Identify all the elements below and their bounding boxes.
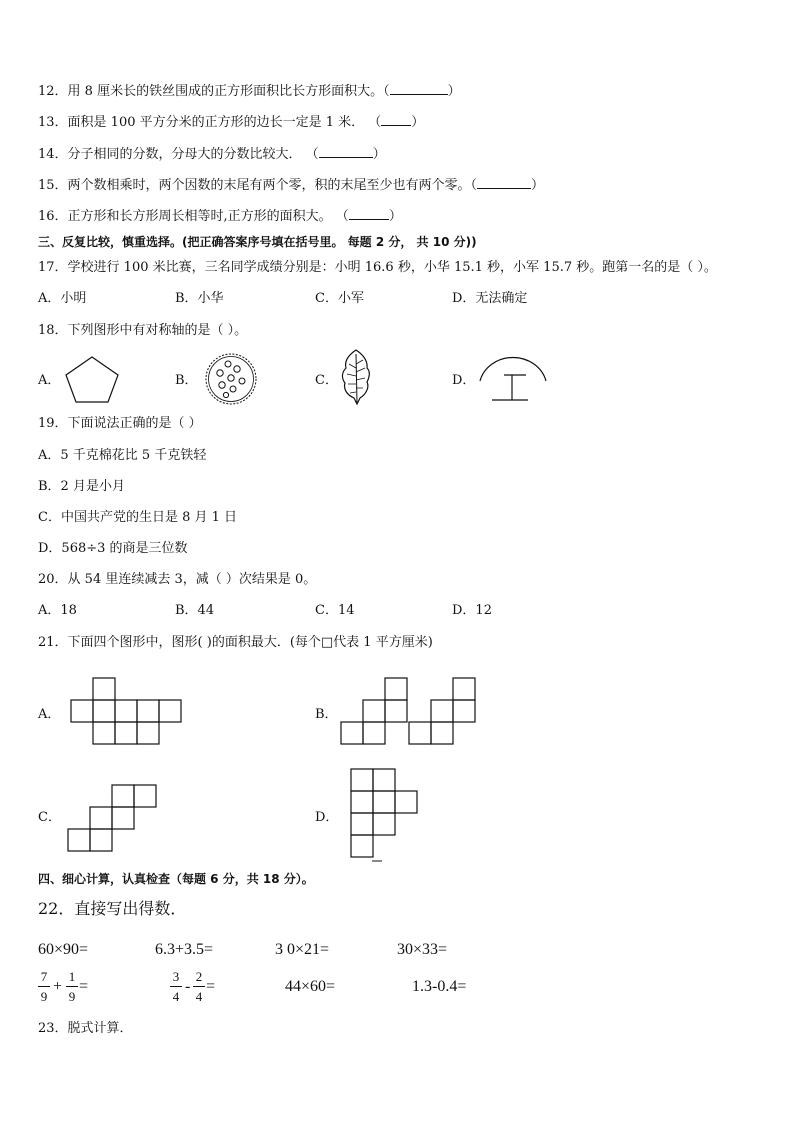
q21-label-d[interactable]: D． bbox=[315, 810, 339, 825]
question-text: 12．用 8 厘米长的铁丝围成的正方形面积比长方形面积大。（ bbox=[38, 84, 390, 99]
q19-option-a[interactable]: A．5 千克棉花比 5 千克铁轻 bbox=[38, 448, 207, 463]
q17-option-b[interactable]: B．小华 bbox=[175, 291, 224, 306]
grid-figure-a bbox=[70, 677, 186, 747]
equals: = bbox=[206, 978, 216, 995]
calc-item: 3 0×21= bbox=[275, 941, 330, 958]
answer-blank[interactable] bbox=[319, 145, 373, 158]
leaf-figure bbox=[338, 348, 374, 406]
q17-option-a[interactable]: A．小明 bbox=[38, 291, 87, 306]
question-text: 13．面积是 100 平方分米的正方形的边长一定是 1 米． （ bbox=[38, 115, 382, 130]
scalloped-circle-figure bbox=[202, 351, 260, 407]
section-4-title: 四、细心计算，认真检查（每题 6 分，共 18 分）。 bbox=[38, 872, 314, 886]
question-text: 15．两个数相乘时，两个因数的末尾有两个零，积的末尾至少也有两个零。（ bbox=[38, 178, 478, 193]
q21-label-b[interactable]: B． bbox=[315, 707, 338, 722]
question-22-stem: 22．直接写出得数． bbox=[38, 899, 187, 918]
question-19-stem: 19．下面说法正确的是（ ） bbox=[38, 416, 202, 431]
grid-figure-b bbox=[340, 677, 480, 747]
denominator: 4 bbox=[172, 989, 180, 1004]
question-20-stem: 20．从 54 里连续减去 3，减（ ）次结果是 0。 bbox=[38, 572, 317, 587]
paren-close: ） bbox=[447, 84, 461, 99]
calc-item: 44×60= bbox=[285, 978, 336, 995]
question-16 bbox=[38, 207, 402, 226]
calc-item: 6.3+3.5= bbox=[155, 941, 214, 958]
q18-label-b[interactable]: B． bbox=[175, 373, 198, 388]
answer-blank[interactable] bbox=[381, 113, 411, 126]
q20-option-a[interactable]: A．18 bbox=[38, 603, 77, 618]
question-21-stem: 21．下面四个图形中，图形( )的面积最大．(每个□代表 1 平方厘米) bbox=[38, 635, 433, 650]
q17-option-c[interactable]: C．小军 bbox=[315, 291, 364, 306]
q18-label-a[interactable]: A． bbox=[38, 373, 61, 388]
answer-blank[interactable] bbox=[349, 207, 389, 220]
answer-blank[interactable] bbox=[477, 176, 531, 189]
paren-close: ） bbox=[411, 115, 425, 130]
q20-option-c[interactable]: C．14 bbox=[315, 603, 355, 618]
section-3-title: 三、反复比较，慎重选择。(把正确答案序号填在括号里。 每题 2 分， 共 10 分)) bbox=[38, 235, 477, 249]
question-17-stem: 17．学校进行 100 米比赛，三名同学成绩分别是：小明 16.6 秒，小华 15.1 秒，小军 15.7 秒。跑第一名的是（ ）。 bbox=[38, 260, 717, 275]
calc-item: 1.3-0.4= bbox=[412, 978, 467, 995]
question-23-stem: 23．脱式计算． bbox=[38, 1021, 133, 1036]
calc-item: 30×33= bbox=[397, 941, 448, 958]
grid-figure-c bbox=[67, 784, 161, 856]
question-14 bbox=[38, 145, 386, 164]
equals: = bbox=[79, 978, 89, 995]
q18-label-c[interactable]: C． bbox=[315, 373, 338, 388]
fraction-bar bbox=[170, 986, 182, 987]
paren-close: ） bbox=[372, 147, 386, 162]
q21-label-c[interactable]: C． bbox=[38, 810, 61, 825]
question-13 bbox=[38, 113, 424, 132]
pentagon-figure bbox=[62, 354, 122, 404]
numerator: 7 bbox=[40, 969, 48, 984]
paren-close: ） bbox=[388, 209, 402, 224]
denominator: 9 bbox=[40, 989, 48, 1004]
numerator: 1 bbox=[68, 969, 76, 984]
fraction-bar bbox=[38, 986, 50, 987]
q19-option-c[interactable]: C．中国共产党的生日是 8 月 1 日 bbox=[38, 510, 238, 525]
answer-blank[interactable] bbox=[390, 82, 448, 95]
question-18-stem: 18．下列图形中有对称轴的是（ ）。 bbox=[38, 323, 248, 338]
numerator: 3 bbox=[172, 969, 180, 984]
denominator: 9 bbox=[68, 989, 76, 1004]
question-12 bbox=[38, 82, 461, 101]
question-text: 16．正方形和长方形周长相等时,正方形的面积大。 （ bbox=[38, 209, 349, 224]
numerator: 2 bbox=[195, 969, 203, 984]
q20-option-b[interactable]: B．44 bbox=[175, 603, 215, 618]
q20-option-d[interactable]: D．12 bbox=[452, 603, 492, 618]
q21-label-a[interactable]: A． bbox=[38, 707, 61, 722]
q19-option-b[interactable]: B．2 月是小月 bbox=[38, 479, 125, 494]
question-15 bbox=[38, 176, 544, 195]
operator: - bbox=[185, 978, 191, 995]
calc-item: 60×90= bbox=[38, 941, 89, 958]
paren-close: ） bbox=[531, 178, 545, 193]
arch-figure bbox=[476, 349, 552, 405]
denominator: 4 bbox=[195, 989, 203, 1004]
q18-label-d[interactable]: D． bbox=[452, 373, 476, 388]
q19-option-d[interactable]: D．568÷3 的商是三位数 bbox=[38, 541, 188, 556]
operator: + bbox=[53, 978, 63, 995]
fraction-bar bbox=[66, 986, 78, 987]
grid-figure-d bbox=[350, 768, 422, 864]
q17-option-d[interactable]: D．无法确定 bbox=[452, 291, 528, 306]
fraction-bar bbox=[193, 986, 205, 987]
question-text: 14．分子相同的分数，分母大的分数比较大． （ bbox=[38, 147, 319, 162]
